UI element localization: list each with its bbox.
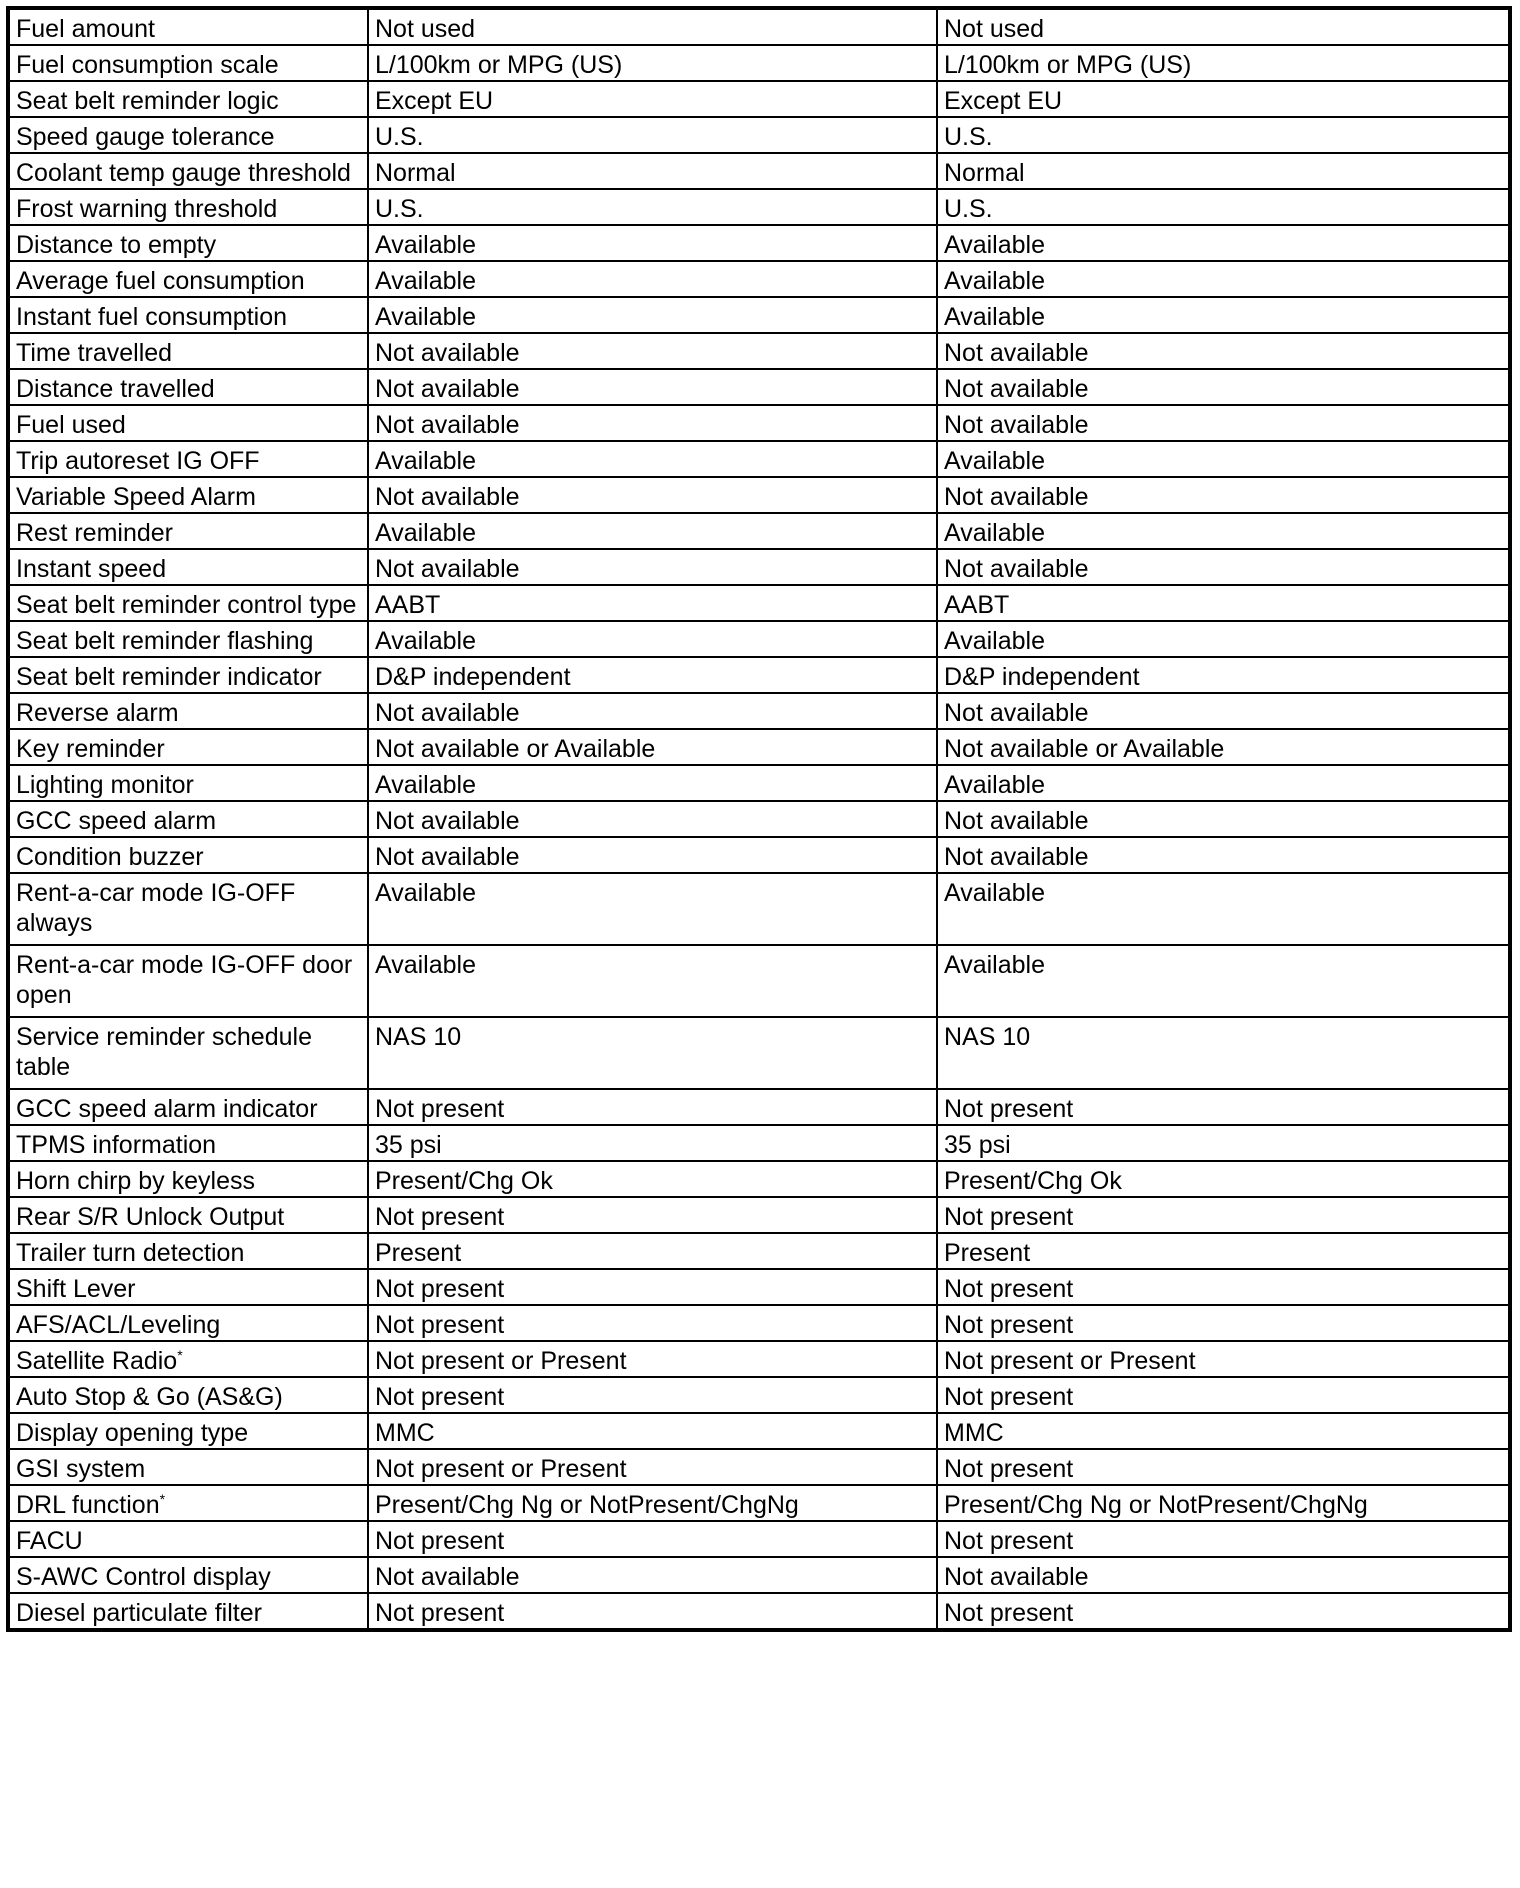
table-row [8, 621, 1510, 657]
value-cell-col2: Not present [937, 1593, 1510, 1630]
item-name: Auto Stop & Go (AS&G) [16, 1383, 283, 1411]
table-row [8, 1233, 1510, 1269]
value-cell-col2: Not available [937, 801, 1510, 837]
item-name: Distance to empty [16, 231, 217, 259]
item-name: Diesel particulate filter [16, 1599, 262, 1627]
value-cell-col1: Not available [368, 801, 937, 837]
item-name: Fuel amount [16, 15, 155, 43]
value-cell-col2: Not present [937, 1521, 1510, 1557]
item-name-cell [8, 81, 368, 117]
item-name: GSI system [16, 1455, 146, 1483]
value-cell-col1: Not available [368, 549, 937, 585]
value-cell-col2: Not available [937, 405, 1510, 441]
item-name: Rent-a-car mode IG-OFF always [16, 879, 296, 937]
item-name-cell [8, 1161, 368, 1197]
item-name: AFS/ACL/Leveling [16, 1311, 221, 1339]
value-cell-col2: Available [937, 297, 1510, 333]
value-cell-col1: Not available [368, 477, 937, 513]
item-name-cell [8, 585, 368, 621]
item-name: Rear S/R Unlock Output [16, 1203, 285, 1231]
value-cell-col2: Not available [937, 369, 1510, 405]
item-name-cell [8, 837, 368, 873]
table-row [8, 45, 1510, 81]
item-name-cell [8, 1521, 368, 1557]
value-cell-col1: Not present [368, 1305, 937, 1341]
table-row [8, 729, 1510, 765]
value-cell-col2: Not available or Available [937, 729, 1510, 765]
item-name: Reverse alarm [16, 699, 179, 727]
value-cell-col2: Not available [937, 549, 1510, 585]
item-name: S-AWC Control display [16, 1563, 271, 1591]
item-name-cell [8, 1125, 368, 1161]
footnote-mark: * [159, 1491, 166, 1507]
value-cell-col1: Not present [368, 1089, 937, 1125]
table-row [8, 873, 1510, 945]
value-cell-col1: Available [368, 225, 937, 261]
table-row [8, 297, 1510, 333]
table-row [8, 261, 1510, 297]
value-cell-col2: 35 psi [937, 1125, 1510, 1161]
value-cell-col2: Not present [937, 1377, 1510, 1413]
value-cell-col1: Available [368, 765, 937, 801]
table-row [8, 1593, 1510, 1630]
table-row [8, 1341, 1510, 1377]
table-row [8, 441, 1510, 477]
item-name-cell [8, 153, 368, 189]
item-name: DRL function [16, 1491, 160, 1519]
value-cell-col1: Not present [368, 1521, 937, 1557]
value-cell-col1: Present/Chg Ng or NotPresent/ChgNg [368, 1485, 937, 1521]
table-row [8, 837, 1510, 873]
item-name-cell [8, 8, 368, 45]
value-cell-col1: Normal [368, 153, 937, 189]
value-cell-col2: Not available [937, 837, 1510, 873]
item-name-cell [8, 729, 368, 765]
item-name-cell [8, 1341, 368, 1377]
value-cell-col1: Not available or Available [368, 729, 937, 765]
table-row [8, 1125, 1510, 1161]
value-cell-col2: NAS 10 [937, 1017, 1510, 1089]
value-cell-col2: Not present [937, 1269, 1510, 1305]
item-name-cell [8, 369, 368, 405]
value-cell-col1: AABT [368, 585, 937, 621]
value-cell-col2: Not present [937, 1089, 1510, 1125]
item-name: Distance travelled [16, 375, 215, 403]
value-cell-col2: L/100km or MPG (US) [937, 45, 1510, 81]
item-name: Trip autoreset IG OFF [16, 447, 260, 475]
item-name-cell [8, 801, 368, 837]
item-name: Condition buzzer [16, 843, 204, 871]
value-cell-col1: Not available [368, 693, 937, 729]
table-row [8, 1305, 1510, 1341]
value-cell-col2: Normal [937, 153, 1510, 189]
item-name-cell [8, 189, 368, 225]
value-cell-col1: NAS 10 [368, 1017, 937, 1089]
value-cell-col2: AABT [937, 585, 1510, 621]
table-row [8, 189, 1510, 225]
value-cell-col1: U.S. [368, 117, 937, 153]
item-name-cell [8, 873, 368, 945]
value-cell-col2: Available [937, 225, 1510, 261]
value-cell-col1: Except EU [368, 81, 937, 117]
item-name-cell [8, 945, 368, 1017]
table-row [8, 1377, 1510, 1413]
table-row [8, 225, 1510, 261]
item-name-cell [8, 1557, 368, 1593]
table-row [8, 585, 1510, 621]
item-name-cell [8, 1449, 368, 1485]
value-cell-col2: Not available [937, 693, 1510, 729]
value-cell-col1: 35 psi [368, 1125, 937, 1161]
value-cell-col1: U.S. [368, 189, 937, 225]
value-cell-col1: Present [368, 1233, 937, 1269]
footnote-mark: * [177, 1347, 183, 1363]
item-name-cell [8, 477, 368, 513]
item-name-cell [8, 1593, 368, 1630]
value-cell-col2: Not used [937, 8, 1510, 45]
value-cell-col1: MMC [368, 1413, 937, 1449]
table-row [8, 1413, 1510, 1449]
table-row [8, 1089, 1510, 1125]
value-cell-col2: Available [937, 261, 1510, 297]
item-name: Rent-a-car mode IG-OFF door open [16, 951, 353, 1009]
item-name-cell [8, 1197, 368, 1233]
table-row [8, 8, 1510, 45]
value-cell-col1: Present/Chg Ok [368, 1161, 937, 1197]
value-cell-col2: Available [937, 945, 1510, 1017]
value-cell-col1: Available [368, 261, 937, 297]
item-name-cell [8, 333, 368, 369]
value-cell-col2: Available [937, 765, 1510, 801]
value-cell-col1: Available [368, 441, 937, 477]
value-cell-col2: Not available [937, 1557, 1510, 1593]
value-cell-col1: Not available [368, 333, 937, 369]
table-row [8, 765, 1510, 801]
table-row [8, 1269, 1510, 1305]
value-cell-col2: U.S. [937, 189, 1510, 225]
item-name-cell [8, 1269, 368, 1305]
item-name: Fuel consumption scale [16, 51, 279, 79]
table-row [8, 153, 1510, 189]
value-cell-col2: Present/Chg Ng or NotPresent/ChgNg [937, 1485, 1510, 1521]
item-name-cell [8, 1305, 368, 1341]
item-name: Satellite Radio [16, 1347, 178, 1375]
value-cell-col1: Not available [368, 1557, 937, 1593]
value-cell-col2: D&P independent [937, 657, 1510, 693]
table-row [8, 1557, 1510, 1593]
table-row [8, 405, 1510, 441]
table-row [8, 369, 1510, 405]
value-cell-col1: Available [368, 513, 937, 549]
item-name-cell [8, 1377, 368, 1413]
value-cell-col1: Not present [368, 1197, 937, 1233]
value-cell-col1: D&P independent [368, 657, 937, 693]
item-name: Instant speed [16, 555, 167, 583]
item-name: Trailer turn detection [16, 1239, 245, 1267]
table-row [8, 693, 1510, 729]
value-cell-col2: Not present [937, 1449, 1510, 1485]
item-name-cell [8, 765, 368, 801]
table-row [8, 1521, 1510, 1557]
value-cell-col1: Not available [368, 405, 937, 441]
value-cell-col2: Not present [937, 1197, 1510, 1233]
value-cell-col2: Available [937, 621, 1510, 657]
table-row [8, 1197, 1510, 1233]
item-name: Key reminder [16, 735, 165, 763]
item-name: Seat belt reminder flashing [16, 627, 314, 655]
value-cell-col1: Not present [368, 1377, 937, 1413]
item-name-cell [8, 1233, 368, 1269]
value-cell-col1: Not present or Present [368, 1449, 937, 1485]
item-name: FACU [16, 1527, 83, 1555]
item-name-cell [8, 45, 368, 81]
item-name-cell [8, 225, 368, 261]
item-name: Fuel used [16, 411, 126, 439]
item-name-cell [8, 297, 368, 333]
value-cell-col2: Available [937, 873, 1510, 945]
table-row [8, 1449, 1510, 1485]
value-cell-col2: Present/Chg Ok [937, 1161, 1510, 1197]
item-name: Speed gauge tolerance [16, 123, 275, 151]
table-row [8, 81, 1510, 117]
item-name: Rest reminder [16, 519, 173, 547]
item-name: Lighting monitor [16, 771, 194, 799]
value-cell-col1: Available [368, 945, 937, 1017]
item-name-cell [8, 549, 368, 585]
table-row [8, 1017, 1510, 1089]
item-name-cell [8, 657, 368, 693]
value-cell-col1: Available [368, 873, 937, 945]
table-row [8, 1161, 1510, 1197]
item-name-cell [8, 117, 368, 153]
spec-table [6, 6, 1512, 1632]
item-name: GCC speed alarm [16, 807, 217, 835]
item-name-cell [8, 1017, 368, 1089]
value-cell-col2: MMC [937, 1413, 1510, 1449]
value-cell-col2: Not available [937, 477, 1510, 513]
item-name-cell [8, 1089, 368, 1125]
table-row [8, 1485, 1510, 1521]
value-cell-col2: Not available [937, 333, 1510, 369]
table-row [8, 657, 1510, 693]
item-name-cell [8, 1413, 368, 1449]
item-name: TPMS information [16, 1131, 217, 1159]
item-name: Average fuel consumption [16, 267, 305, 295]
item-name: Service reminder schedule table [16, 1023, 312, 1081]
value-cell-col1: Not present [368, 1593, 937, 1630]
value-cell-col1: Not used [368, 8, 937, 45]
table-row [8, 945, 1510, 1017]
item-name: Time travelled [16, 339, 173, 367]
value-cell-col2: Not present [937, 1305, 1510, 1341]
item-name: Instant fuel consumption [16, 303, 287, 331]
item-name: Frost warning threshold [16, 195, 278, 223]
value-cell-col2: Present [937, 1233, 1510, 1269]
value-cell-col2: Available [937, 441, 1510, 477]
item-name: Variable Speed Alarm [16, 483, 256, 511]
item-name: Seat belt reminder indicator [16, 663, 322, 691]
value-cell-col2: U.S. [937, 117, 1510, 153]
item-name: Coolant temp gauge threshold [16, 159, 351, 187]
value-cell-col1: Available [368, 297, 937, 333]
item-name: GCC speed alarm indicator [16, 1095, 318, 1123]
spec-table-body [8, 8, 1510, 1630]
item-name-cell [8, 1485, 368, 1521]
value-cell-col1: L/100km or MPG (US) [368, 45, 937, 81]
item-name: Shift Lever [16, 1275, 136, 1303]
item-name-cell [8, 513, 368, 549]
item-name-cell [8, 441, 368, 477]
table-row [8, 549, 1510, 585]
item-name-cell [8, 405, 368, 441]
value-cell-col1: Not present or Present [368, 1341, 937, 1377]
value-cell-col2: Available [937, 513, 1510, 549]
value-cell-col1: Not available [368, 837, 937, 873]
item-name: Display opening type [16, 1419, 249, 1447]
table-row [8, 801, 1510, 837]
item-name: Horn chirp by keyless [16, 1167, 255, 1195]
value-cell-col1: Not available [368, 369, 937, 405]
item-name-cell [8, 621, 368, 657]
table-row [8, 513, 1510, 549]
value-cell-col1: Available [368, 621, 937, 657]
item-name: Seat belt reminder logic [16, 87, 279, 115]
value-cell-col2: Except EU [937, 81, 1510, 117]
value-cell-col1: Not present [368, 1269, 937, 1305]
item-name: Seat belt reminder control type [16, 591, 357, 619]
table-row [8, 333, 1510, 369]
table-row [8, 117, 1510, 153]
item-name-cell [8, 261, 368, 297]
item-name-cell [8, 693, 368, 729]
table-row [8, 477, 1510, 513]
value-cell-col2: Not present or Present [937, 1341, 1510, 1377]
